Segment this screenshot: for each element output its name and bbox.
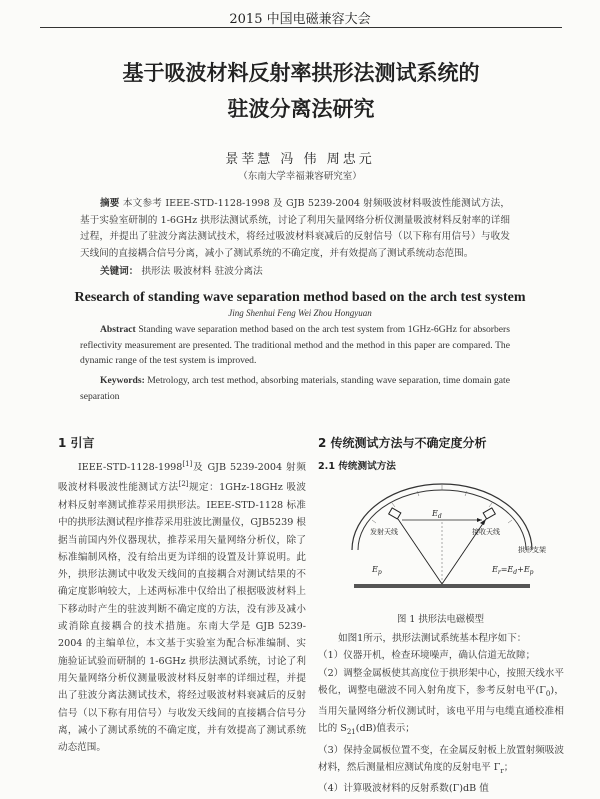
keywords-en-label: Keywords:	[100, 375, 145, 386]
label-ed: $E_d$	[432, 509, 442, 520]
section-1-text-a: IEEE-STD-1128-1998	[78, 462, 183, 474]
step-4: （4）计算吸波材料的反射系数(Γ)dB 值	[318, 783, 489, 795]
rx-antenna-icon	[483, 508, 495, 519]
authors-en: Jing Shenhui Feng Wei Zhou Hongyuan	[228, 308, 372, 318]
paper-title-cn	[40, 55, 562, 127]
step-2: （2）调整金属板使其高度位于拱形架中心，按照天线水平极化，调整电磁波不同入射角度下，参考反射电平$(\Gamma_0)$，当用矢量网络分析仪测试时，该电平用与电缆直通校准相比的 $S_{21}(dB)$值表示；	[318, 667, 564, 737]
label-rx-antenna: 接收天线	[472, 528, 500, 536]
header-rule	[40, 27, 562, 28]
incident-ray	[398, 519, 442, 584]
figure-1-caption: 图 1 拱形法电磁模型	[397, 614, 484, 625]
citation-1: [1]	[182, 460, 193, 468]
label-tx-antenna: 发射天线	[370, 528, 398, 536]
step-1: （1）仪器开机，检查环境噪声，确认信道无故障；	[318, 650, 536, 662]
abstract-en-text: Standing wave separation method based on the arch test system from 1GHz-6GHz for absorbers reflectivity measurement are presented. The traditional method and the method in this paper are compared. The dynamic range of the test system is improved.	[80, 324, 510, 366]
section-1-heading: 1 引言	[58, 436, 95, 450]
title-line-1: 基于吸波材料反射率拱形法测试系统的	[122, 61, 480, 85]
authors-cn: 景莘慧 冯 伟 周忠元	[225, 152, 375, 167]
title-line-2: 驻波分离法研究	[227, 97, 375, 121]
abstract-cn-label: 摘要	[100, 198, 120, 209]
step-3: （3）保持金属板位置不变，在金属反射板上放置射频吸波材料，然后测量相应测试角度的反射电平 $\Gamma_r$；	[318, 744, 564, 775]
arch-model-figure	[332, 472, 552, 607]
affiliation-cn: （东南大学幸福兼容研究室）	[238, 171, 362, 182]
keywords-en	[80, 373, 510, 404]
arch-outer	[352, 484, 532, 550]
section-2-intro: 如图1所示，拱形法测试系统基本程序如下：	[338, 633, 527, 644]
label-bracket: 拱形支架	[518, 546, 546, 554]
paper-title-en: Research of standing wave separation method based on the arch test system	[74, 290, 526, 305]
subsection-2-1-heading: 2.1 传统测试方法	[318, 461, 396, 472]
section-1-text-b: 及 GJB 5239-2004 射频吸波材料吸波性能测试方法	[58, 462, 306, 494]
section-1-body	[58, 456, 306, 756]
section-1-text-c: 规定：1GHz-18GHz 吸波材料反射率测试推荐采用拱形法。IEEE-STD-1128 标准中的拱形法测试程序推荐采用驻波比测量仪，GJB5239 根据当前国内外仪器现状，推荐采用矢量网络分析仪，除了标准编制风格，没有给出更为详细的设置及计算说明。此外，拱形法测试中收发天线间的直接耦合对测试结果的不确定度影响较大，上述两标准中仅给出了根据吸波材料上下移动时产生的驻波判断不确定度的方法，没有涉及减小或消除直接耦合的技术措施。东南大学是 GJB 5239-2004 的主编单位，本文基于实验室为配合标准编制、实施验证试验而研制的 1-6GHz 拱形法测试系统，讨论了利用矢量网络分析仪测量吸波材料反射率的详细过程，并提出了驻波分离法测试技术，将经过吸波材料衰减后的反射信号（以下称有用信号）与收发天线间的直接耦合信号分离，减小了测试系统的不确定度，并有效提高了测试系统动态范围。	[58, 482, 306, 754]
abstract-en	[80, 322, 510, 369]
abstract-en-label: Abstract	[100, 324, 136, 335]
section-2-heading: 2 传统测试方法与不确定度分析	[318, 436, 487, 450]
tx-antenna-icon	[389, 508, 401, 519]
keywords-en-text: Metrology, arch test method, absorbing materials, standing wave separation, time domain gate separation	[80, 375, 510, 402]
section-2-body	[318, 630, 564, 797]
abstract-cn	[80, 196, 510, 262]
keywords-cn	[100, 264, 530, 281]
running-head: 2015 中国电磁兼容大会	[229, 12, 371, 27]
keywords-cn-label: 关键词：	[100, 266, 139, 277]
arch-hatching	[372, 485, 512, 523]
label-ep: $E_p$	[372, 565, 382, 576]
metal-plate	[354, 584, 530, 588]
abstract-cn-text: 本文参考 IEEE-STD-1128-1998 及 GJB 5239-2004 射频吸波材料吸波性能测试方法，基于实验室研制的 1-6GHz 拱形法测试系统，讨论了利用矢量网络分析仪测量吸波材料反射率的详细过程，并提出了驻波分离法测试技术，将经过吸波材料衰减后的反射信号（以下称有用信号）与收发天线间的直接耦合信号分离，减小了测试系统的不确定度，并有效提高了测试系统动态范围。	[80, 198, 510, 259]
label-total-field: $E_r=E_d+E_p$	[492, 565, 534, 576]
citation-2: [2]	[178, 480, 189, 489]
keywords-cn-text: 拱形法 吸波材料 驻波分离法	[141, 266, 263, 277]
